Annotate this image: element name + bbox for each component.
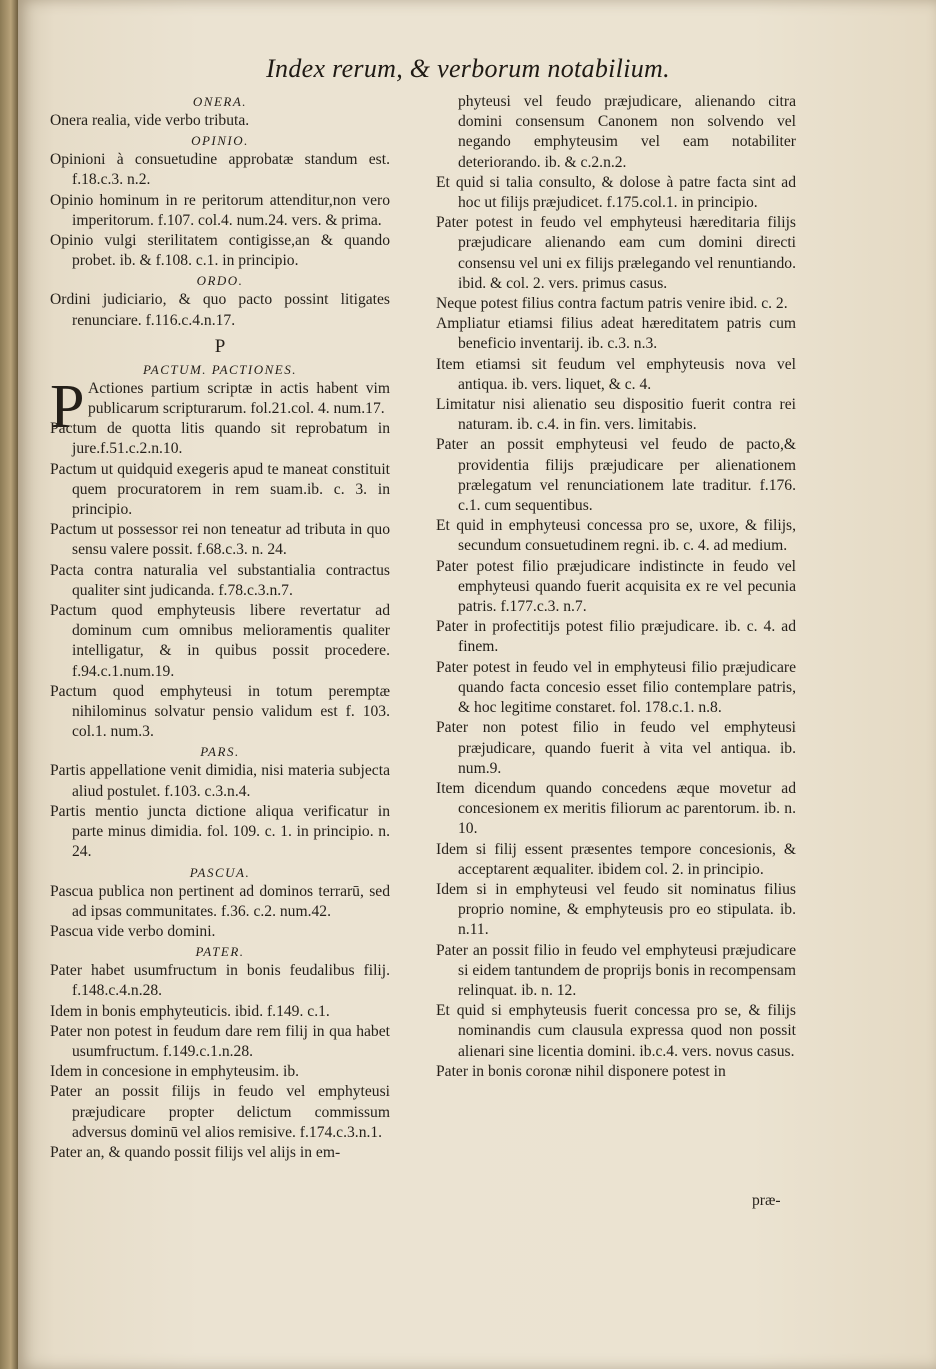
index-entry: Idem si in emphyteusi vel feudo sit nominatus filius proprio nomine, & emphyteusis pro eo stipulata. ib. n.11. [436,880,796,939]
index-entry: Limitatur nisi alienatio seu dispositio fuerit contra rei naturam. ib. c.4. in fin. vers. limitabis. [436,396,796,434]
left-column [50,92,390,1163]
index-entry: Opinio hominum in re peritorum attenditur,non vero imperitorum. f.107. col.4. num.24. vers. & prima. [50,191,390,229]
letter-heading: P [214,335,226,357]
index-entry: Pascua publica non pertinent ad dominos terrarū, sed ad ipsas communitates. f.36. c.2. num.42. [50,882,390,920]
section-heading: OPINIO. [191,133,249,149]
index-entry: Pactum quod emphyteusi in totum peremptæ nihilominus solvatur pensio validum est f. 103. col.1. num.3. [50,682,390,741]
index-entry: Pater in bonis coronæ nihil disponere potest in [436,1062,726,1080]
index-entry: Pater potest in feudo vel in emphyteusi filio præjudicare quando facta concesio esset filio contemplare patris, & hoc legitime constaret. fol. 178.c.1. n.8. [436,658,796,717]
index-entry: Pactum ut possessor rei non teneatur ad tributa in quo sensu valere possit. f.68.c.3. n. 24. [50,521,390,559]
index-entry: Item etiamsi sit feudum vel emphyteusis nova vel antiqua. ib. vers. liquet, & c. 4. [436,355,796,393]
index-entry: Pater an possit filijs in feudo vel emphyteusi præjudicare propter delictum commissum adversus dominū vel alios remisive. f.174.c.3.n.1. [50,1083,390,1141]
index-entry: Onera realia, vide verbo tributa. [50,112,250,129]
section-heading: ONERA. [192,94,248,109]
index-entry: Opinio vulgi sterilitatem contigisse,an & quando probet. ib. & f.108. c.1. in principio. [50,232,390,270]
section-heading: PATER. [195,944,245,960]
index-entry: Pater an, & quando possit filijs vel alijs in em- [50,1143,341,1161]
index-entry: Pater an possit emphyteusi vel feudo de pacto,& providentia filijs præjudicare per alienationem prælegatum vel renunciationem late traditur. f.176. c.1. cum sequentibus. [436,436,796,515]
section-heading: PASCUA. [189,864,251,880]
index-entry: Pater potest in feudo vel emphyteusi hæreditaria filijs præjudicare alienando eam cum domini directi consensu vel uni ex filijs prælegando vel renuntiando. ibid. & col. 2. vers. primus casus. [436,214,796,292]
index-entry: Idem in bonis emphyteuticis. ibid. f.149. c.1. [50,1002,330,1020]
index-entry: Partis appellatione venit dimidia, nisi materia subjecta aliud postulet. f.103. c.3.n.4. [50,762,390,800]
entry-text: Actiones partium scriptæ in actis habent vim publicarum scripturarum. fol.21.col. 4. num.17. [88,379,390,418]
index-entry: Pater in profectitijs potest filio præjudicare. ib. c. 4. ad finem. [436,618,796,656]
section-heading: PARS. [200,744,240,760]
index-entry: Pater non potest in feudum dare rem filij in qua habet usumfructum. f.149.c.1.n.28. [50,1022,390,1060]
index-entry: Idem in concesione in emphyteusim. ib. [50,1063,300,1081]
index-entry: Pater non potest filio in feudo vel emphyteusi præjudicare, quando fuerit à vita vel antiqua. ib. num.9. [436,719,796,777]
section-heading: ORDO. [196,273,244,289]
index-entry: Pactum de quotta litis quando sit reprobatum in jure.f.51.c.2.n.10. [50,420,390,458]
book-gutter [0,0,18,1369]
catchword: præ- [752,1192,781,1209]
index-entry: Pacta contra naturalia vel substantialia contractus qualiter sint judicanda. f.78.c.3.n.7. [50,561,390,599]
index-entry: Opinioni à consuetudine approbatæ standum est. f.18.c.3. n.2. [50,151,390,189]
index-entry: Et quid si emphyteusis fuerit concessa pro se, & filijs nominandis cum clausula expressa quod non possit alienari sine licentia domini. ib.c.4. vers. novus casus. [436,1002,796,1060]
page-title: Index rerum, & verborum notabilium. [266,54,670,83]
index-entry: Et quid si talia consulto, & dolose à patre facta sint ad hoc ut filijs præjudicet. f.175.col.1. in principio. [436,173,796,212]
index-entry: Item dicendum quando concedens æque movetur ad concesionem ex meritis filiorum ac parentorum. ib. n. 10. [436,779,796,838]
index-entry: Ordini judiciario, & quo pacto possint litigates renunciare. f.116.c.4.n.17. [50,291,390,329]
index-entry: Pactum quod emphyteusis libere revertatur ad dominum cum omnibus melioramentis qualiter intelligatur, & in quibus possit procedere. f.94.c.1.num.19. [50,602,390,680]
index-entry: Ampliatur etiamsi filius adeat hæreditatem patris cum beneficio inventarij. ib. c.3. n.3. [436,315,796,353]
index-entry: Et quid in emphyteusi concessa pro se, uxore, & filijs, secundum consuetudinem regni. ib. c. 4. ad medium. [436,517,796,555]
index-entry: Pater potest filio præjudicare indistincte in feudo vel emphyteusi quando fuerit acquisita ex re vel pecunia patris. f.177.c.3. n.7. [436,557,796,616]
index-entry: Pascua vide verbo domini. [50,922,216,940]
index-entry: phyteusi vel feudo præjudicare, alienando citra domini consensum Canonem non solvendo vel negando emphyteusim vel eam notabiliter deteriorando. ib. & c.2.n.2. [458,93,796,171]
right-column [436,92,796,1082]
index-entry: Pater habet usumfructum in bonis feudalibus filij. f.148.c.4.n.28. [50,962,390,1000]
index-entry: Partis mentio juncta dictione aliqua verificatur in parte minus dimidia. fol. 109. c. 1. in principio. n. 24. [50,802,390,861]
index-entry: Idem si filij essent præsentes tempore concesionis, & acceptarent æqualiter. ibidem col. 2. in principio. [436,840,796,878]
index-entry: Pactum ut quidquid exegeris apud te maneat constituit quem procuratorem in rem suam.ib. c. 3. in principio. [50,460,390,519]
drop-cap: P [50,372,85,441]
index-entry: Neque potest filius contra factum patris venire ibid. c. 2. [436,295,788,313]
index-entry: Pater an possit filio in feudo vel emphyteusi præjudicare si eidem tantundem de proprijs bonis in recompensam relinquat. ib. n. 12. [436,941,796,999]
section-heading: PACTUM. PACTIONES. [142,361,297,377]
